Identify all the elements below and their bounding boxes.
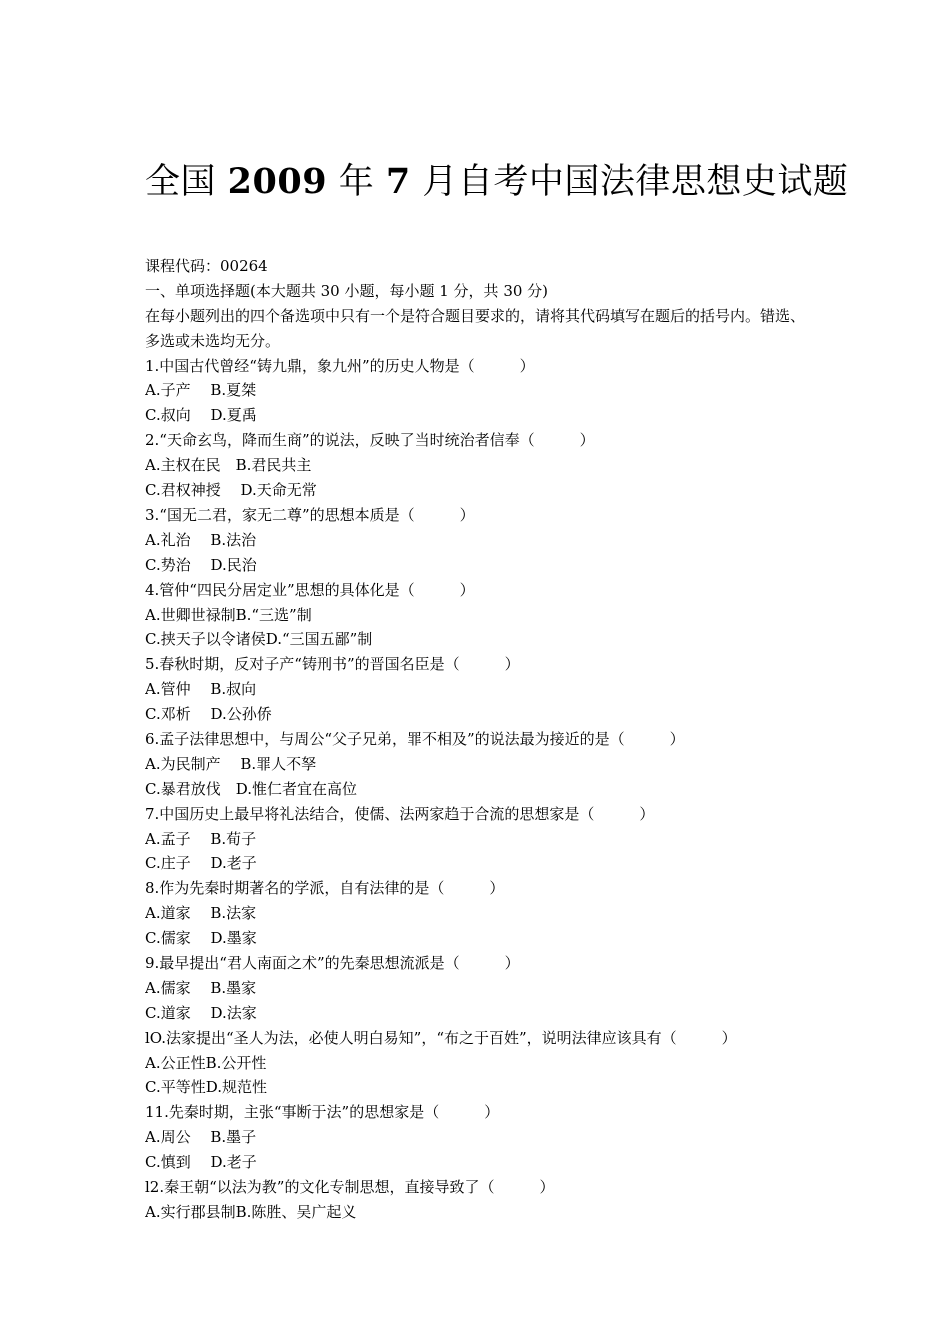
option-line: C.邓析 D.公孙侨 — [145, 705, 272, 724]
option-line: C.暴君放伐 D.惟仁者宜在高位 — [145, 779, 357, 798]
option-line: C.叔向 D.夏禹 — [145, 406, 257, 425]
option-line: C.君权神授 D.天命无常 — [145, 481, 317, 500]
title-month: 7 — [385, 161, 411, 202]
option-line: A.公正性B.公开性 — [145, 1053, 267, 1072]
question-line: 5.春秋时期，反对子产“铸刑书”的晋国名臣是（ ） — [145, 655, 520, 674]
option-line: A.管仲 B.叔向 — [145, 680, 257, 699]
option-line: C.庄子 D.老子 — [145, 854, 257, 873]
question-line: 9.最早提出“君人南面之术”的先秦思想流派是（ ） — [145, 953, 520, 972]
title-part-1: 全国 — [145, 162, 228, 202]
question-line: 11.先秦时期，主张“事断于法”的思想家是（ ） — [145, 1103, 500, 1122]
question-line: l2.秦王朝“以法为教”的文化专制思想，直接导致了（ ） — [145, 1177, 555, 1196]
question-line: 7.中国历史上最早将礼法结合，使儒、法两家趋于合流的思想家是（ ） — [145, 804, 655, 823]
option-line: C.挟天子以令诸侯D.“三国五鄙”制 — [145, 630, 373, 649]
title-part-2: 年 — [327, 162, 386, 202]
option-line: C.慎到 D.老子 — [145, 1153, 257, 1172]
option-line: C.势治 D.民治 — [145, 555, 257, 574]
option-line: A.为民制产 B.罪人不孥 — [145, 754, 317, 773]
title-year: 2009 — [227, 161, 328, 202]
option-line: A.实行郡县制B.陈胜、吴广起义 — [145, 1202, 357, 1221]
option-line: A.儒家 B.墨家 — [145, 978, 257, 997]
option-line: C.平等性D.规范性 — [145, 1078, 267, 1097]
option-line: A.礼治 B.法治 — [145, 530, 257, 549]
document-body — [145, 254, 815, 1225]
option-line: C.道家 D.法家 — [145, 1003, 257, 1022]
option-line: C.儒家 D.墨家 — [145, 929, 257, 948]
question-line: 6.孟子法律思想中，与周公“父子兄弟，罪不相及”的说法最为接近的是（ ） — [145, 729, 685, 748]
document-title — [145, 158, 849, 206]
option-line: A.世卿世禄制B.“三选”制 — [145, 605, 312, 624]
section-heading: 一、单项选择题(本大题共 30 小题，每小题 1 分，共 30 分) — [145, 281, 549, 300]
question-line: 1.中国古代曾经“铸九鼎，象九州”的历史人物是（ ） — [145, 356, 535, 375]
question-line: 3.“国无二君，家无二尊”的思想本质是（ ） — [145, 505, 475, 524]
question-line: 4.管仲“四民分居定业”思想的具体化是（ ） — [145, 580, 475, 599]
question-line: 2.“天命玄鸟，降而生商”的说法，反映了当时统治者信奉（ ） — [145, 431, 595, 450]
option-line: A.道家 B.法家 — [145, 904, 257, 923]
question-line: lO.法家提出“圣人为法，必使人明白易知”，“布之于百姓”，说明法律应该具有（ ） — [145, 1028, 737, 1047]
option-line: A.孟子 B.荀子 — [145, 829, 257, 848]
option-line: A.主权在民 B.君民共主 — [145, 456, 312, 475]
question-line: 8.作为先秦时期著名的学派，自有法律的是（ ） — [145, 879, 505, 898]
course-code: 课程代码：00264 — [145, 257, 268, 275]
instructions: 在每小题列出的四个备选项中只有一个是符合题目要求的，请将其代码填写在题后的括号内。错选、多选或未选均无分。 — [145, 306, 806, 350]
title-part-3: 月自考中国法律思想史试题 — [410, 162, 849, 202]
option-line: A.周公 B.墨子 — [145, 1128, 257, 1147]
option-line: A.子产 B.夏桀 — [145, 381, 257, 400]
